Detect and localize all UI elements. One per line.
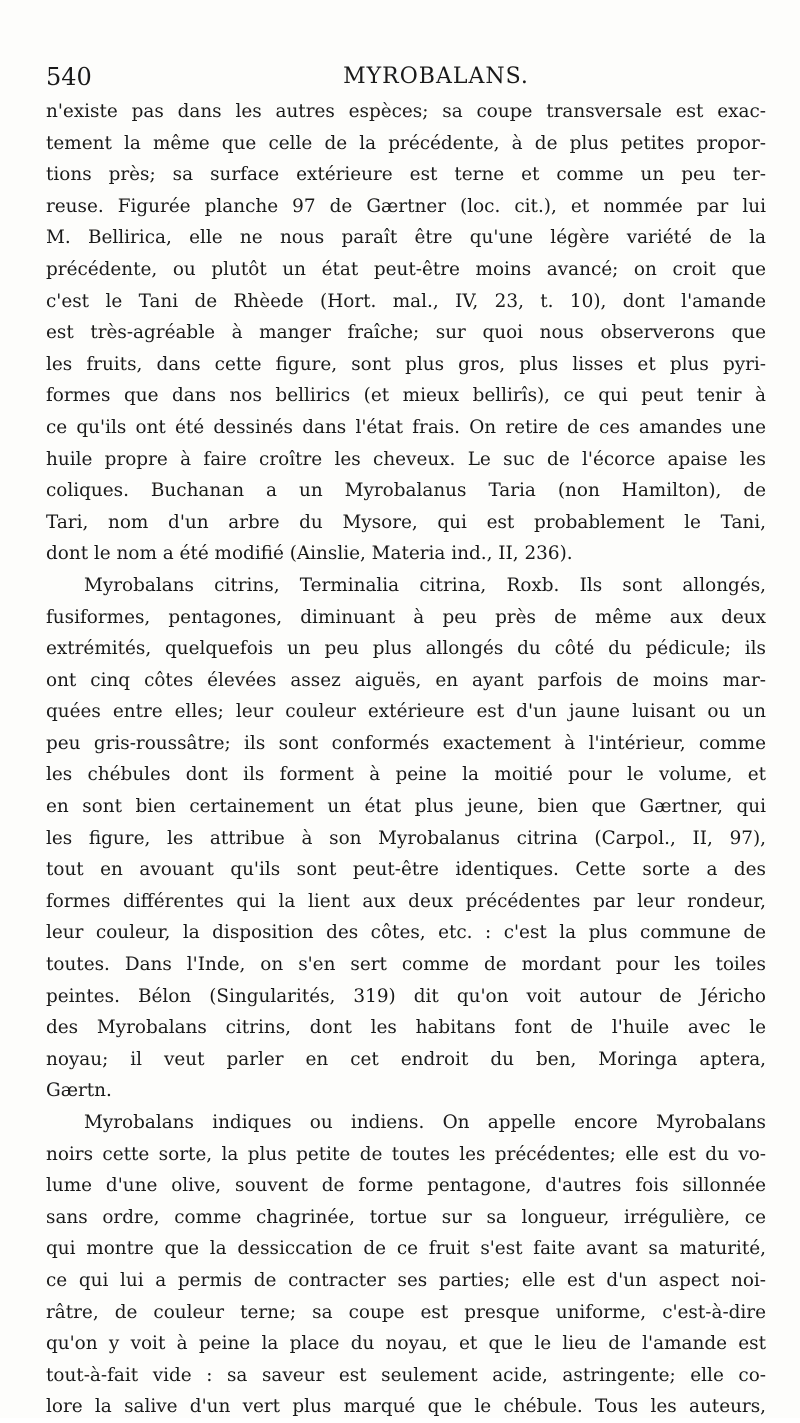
- text-line: Myrobalans citrins, Terminalia citrina, Roxb. Ils sont allongés,: [84, 574, 766, 596]
- text-line: dont le nom a été modifié (Ainslie, Materia ind., II, 236).: [46, 543, 573, 565]
- text-line: tout en avouant qu'ils sont peut-être identiques. Cette sorte a des: [46, 859, 766, 881]
- text-line: tement la même que celle de la précédente, à de plus petites propor-: [46, 132, 766, 154]
- text-line: quées entre elles; leur couleur extérieure est d'un jaune luisant ou un: [46, 701, 766, 723]
- text-line: qu'on y voit à peine la place du noyau, et que le lieu de l'amande est: [46, 1333, 766, 1355]
- text-line: ce qui lui a permis de contracter ses parties; elle est d'un aspect noi-: [46, 1269, 766, 1291]
- text-line: extrémités, quelquefois un peu plus allongés du côté du pédicule; ils: [46, 638, 766, 660]
- text-line: râtre, de couleur terne; sa coupe est presque uniforme, c'est-à-dire: [46, 1301, 766, 1323]
- text-line: c'est le Tani de Rhèede (Hort. mal., IV, 23, t. 10), dont l'amande: [46, 290, 766, 312]
- text-line: M. Bellirica, elle ne nous paraît être qu'une légère variété de la: [46, 227, 766, 249]
- text-line: lume d'une olive, souvent de forme pentagone, d'autres fois sillonnée: [46, 1175, 766, 1197]
- text-line: les chébules dont ils forment à peine la moitié pour le volume, et: [46, 764, 766, 786]
- running-title: MYROBALANS.: [343, 64, 529, 89]
- text-line: huile propre à faire croître les cheveux. Le suc de l'écorce apaise les: [46, 448, 766, 470]
- text-line: tout-à-fait vide : sa saveur est seulement acide, astringente; elle co-: [46, 1364, 766, 1386]
- text-line: formes que dans nos bellirics (et mieux bellirîs), ce qui peut tenir à: [46, 385, 766, 407]
- text-line: formes différentes qui la lient aux deux précédentes par leur rondeur,: [46, 890, 766, 912]
- text-line: coliques. Buchanan a un Myrobalanus Taria (non Hamilton), de: [46, 480, 766, 502]
- text-line: en sont bien certainement un état plus jeune, bien que Gærtner, qui: [46, 796, 766, 818]
- text-line: peu gris-roussâtre; ils sont conformés exactement à l'intérieur, comme: [46, 732, 766, 754]
- text-line: est très-agréable à manger fraîche; sur quoi nous observerons que: [46, 322, 766, 344]
- text-line: fusiformes, pentagones, diminuant à peu près de même aux deux: [46, 606, 766, 628]
- text-line: tions près; sa surface extérieure est terne et comme un peu ter-: [46, 164, 766, 186]
- text-line: noyau; il veut parler en cet endroit du ben, Moringa aptera,: [46, 1048, 766, 1070]
- text-line: n'existe pas dans les autres espèces; sa coupe transversale est exac-: [46, 101, 766, 122]
- body-text: [46, 96, 766, 1423]
- text-line: ce qu'ils ont été dessinés dans l'état frais. On retire de ces amandes une: [46, 416, 766, 438]
- text-line: précédente, ou plutôt un état peut-être moins avancé; on croit que: [46, 258, 766, 280]
- text-line: des Myrobalans citrins, dont les habitans font de l'huile avec le: [46, 1017, 766, 1039]
- text-line: reuse. Figurée planche 97 de Gærtner (loc. cit.), et nommée par lui: [46, 195, 766, 217]
- text-line: sans ordre, comme chagrinée, tortue sur sa longueur, irrégulière, ce: [46, 1206, 766, 1228]
- text-line: les fruits, dans cette figure, sont plus gros, plus lisses et plus pyri-: [46, 353, 766, 375]
- text-line: peintes. Bélon (Singularités, 319) dit qu'on voit autour de Jéricho: [46, 985, 766, 1007]
- page-header: [46, 62, 766, 96]
- text-line: Tari, nom d'un arbre du Mysore, qui est probablement le Tani,: [46, 511, 766, 533]
- text-line: Gærtn.: [46, 1080, 112, 1102]
- text-line: Myrobalans indiques ou indiens. On appelle encore Myrobalans: [84, 1112, 766, 1133]
- text-line: toutes. Dans l'Inde, on s'en sert comme de mordant pour les toiles: [46, 954, 766, 976]
- page-number: 540: [46, 63, 92, 91]
- text-line: lore la salive d'un vert plus marqué que le chébule. Tous les auteurs,: [46, 1396, 766, 1418]
- text-line: leur couleur, la disposition des côtes, etc. : c'est la plus commune de: [46, 922, 766, 944]
- text-line: qui montre que la dessiccation de ce fruit s'est faite avant sa maturité,: [46, 1238, 766, 1260]
- text-line: les figure, les attribue à son Myrobalanus citrina (Carpol., II, 97),: [46, 827, 766, 849]
- text-line: noirs cette sorte, la plus petite de toutes les précédentes; elle est du vo-: [46, 1143, 766, 1165]
- text-line: ont cinq côtes élevées assez aiguës, en ayant parfois de moins mar-: [46, 669, 766, 691]
